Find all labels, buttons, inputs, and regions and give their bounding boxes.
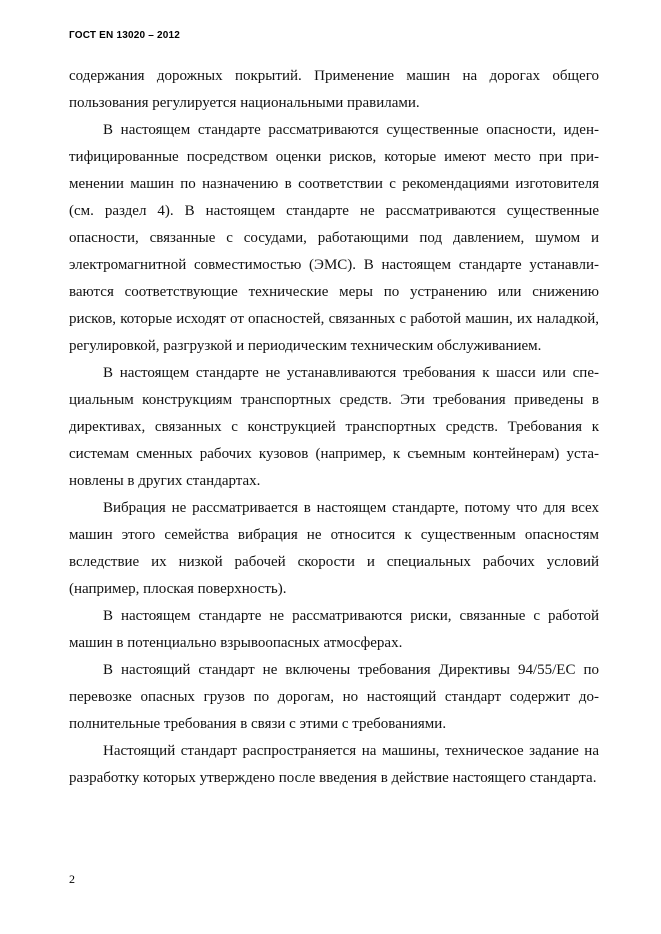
page-number: 2 [69, 872, 75, 886]
running-header: ГОСТ EN 13020 – 2012 [69, 30, 181, 41]
paragraph-directive: В настоящий стандарт не включены требования Директивы 94/55/ЕС по перевозке опасных грузов по дорогам, но настоящий стандарт содержит дополнительные требования в связи с этими с требованиями. [69, 662, 599, 732]
paragraph-explosive: В настоящем стандарте не рассматриваются риски, связанные с работой машин в потенциально взрывоопасных атмосферах. [69, 608, 599, 651]
paragraph-continuation: содержания дорожных покрытий. Применение машин на дорогах общего пользования регулируется национальными правилами. [69, 68, 599, 111]
paragraph-chassis: В настоящем стандарте не устанавливаются требования к шасси или специальным конструкциям транспортных средств. Эти требования приведены в директивах, связанных с конструкцией транспортных средств. Требования к системам сменных рабочих кузовов (например, к съемным контейнерам) установлены в других стандартах. [69, 365, 599, 489]
body-text [69, 63, 599, 792]
paragraph-hazards: В настоящем стандарте рассматриваются существенные опасности, идентифицированные посредством оценки рисков, которые имеют место при применении машин по назначению в соответствии с рекомендациями изготовителя (см. раздел 4). В настоящем стандарте не рассматриваются существенные опасности, связанные с сосудами, работающими под давлением, шумом и электромагнитной совместимостью (ЭМС). В настоящем стандарте устанавливаются соответствующие технические меры по устранению или снижению рисков, которые исходят от опасностей, связанных с работой машин, их наладкой, регулировкой, разгрузкой и периодическим техническим обслуживанием. [69, 122, 599, 354]
paragraph-vibration: Вибрация не рассматривается в настоящем стандарте, потому что для всех машин этого семейства вибрация не относится к существенным опасностям вследствие их низкой рабочей скорости и специальных рабочих условий (например, плоская поверхность). [69, 500, 599, 597]
paragraph-scope: Настоящий стандарт распространяется на машины, техническое задание на разработку которых утверждено после введения в действие настоящего стандарта. [69, 743, 599, 786]
